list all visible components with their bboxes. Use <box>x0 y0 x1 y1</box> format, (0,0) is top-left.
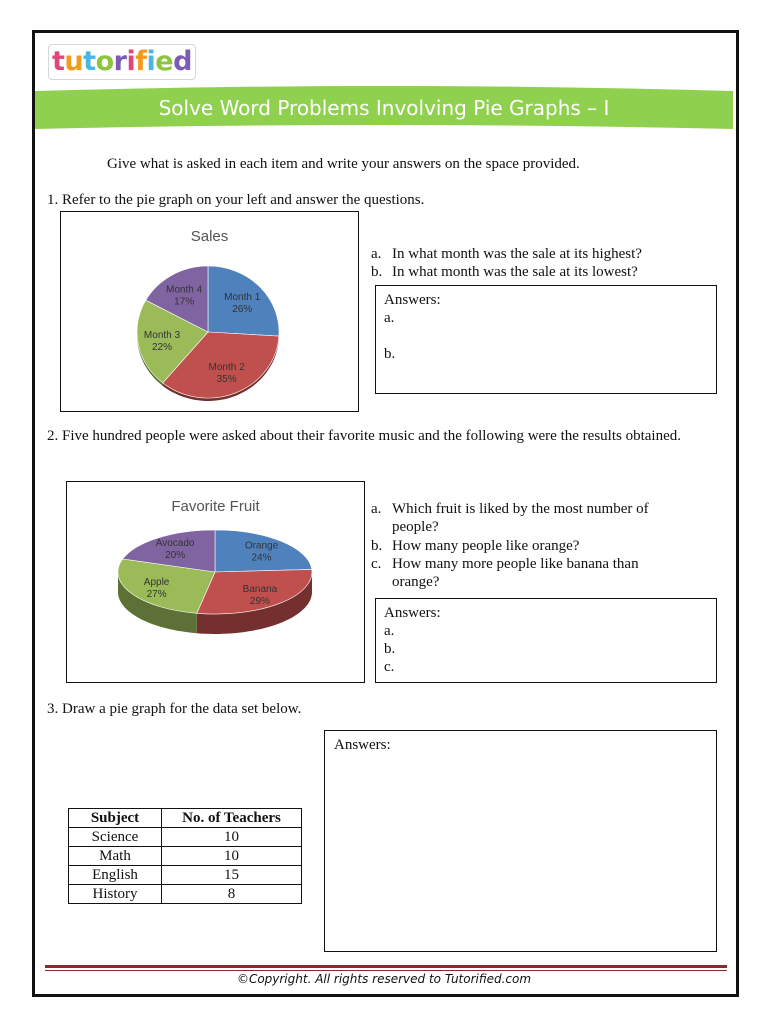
teachers-table <box>68 808 302 904</box>
table-cell-subject: English <box>69 866 162 885</box>
q1-item-a <box>371 245 701 263</box>
pie-label: Month 4 <box>166 284 203 296</box>
table-row <box>69 885 302 904</box>
sales-pie-chart <box>61 212 358 411</box>
pie-value-label: 29% <box>249 596 270 608</box>
logo-letter: i <box>126 46 136 77</box>
q2-item-b-marker: b. <box>371 538 383 554</box>
pie-label: Avocado <box>155 538 195 550</box>
table-row <box>69 866 302 885</box>
logo-letter: d <box>173 46 192 77</box>
footer-rule <box>45 965 727 968</box>
pie-label: Orange <box>244 540 279 552</box>
pie-value-label: 26% <box>232 304 253 316</box>
q1-item-a-text: In what month was the sale at its highest? <box>392 246 642 262</box>
logo-letter: o <box>95 46 114 77</box>
q3-answers-label: Answers: <box>334 737 391 753</box>
logo-letter: t <box>83 46 96 77</box>
table-header-teachers: No. of Teachers <box>162 809 302 828</box>
q2-prompt: 2. Five hundred people were asked about their favorite music and the following were the results obtained. <box>47 428 681 444</box>
q2-answers-label: Answers: <box>384 605 441 621</box>
table-cell-subject: History <box>69 885 162 904</box>
pie-value-label: 24% <box>251 552 272 564</box>
fruit-chart-title: Favorite Fruit <box>171 498 260 515</box>
table-cell-subject: Math <box>69 847 162 866</box>
table-cell-count: 15 <box>162 866 302 885</box>
fruit-pie-chart <box>67 482 364 682</box>
q2-answer-box[interactable] <box>375 598 717 683</box>
q1-answer-box[interactable] <box>375 285 717 394</box>
logo-letter: u <box>64 46 84 77</box>
logo-letter: e <box>155 46 174 77</box>
q2-item-a-marker: a. <box>371 501 382 517</box>
pie-label: Banana <box>242 584 278 596</box>
q1-prompt: 1. Refer to the pie graph on your left and answer the questions. <box>47 192 425 208</box>
q1-item-a-marker: a. <box>371 246 382 262</box>
q3-prompt: 3. Draw a pie graph for the data set below. <box>47 701 302 717</box>
q2-item-c <box>371 555 701 591</box>
q2-item-a <box>371 500 701 536</box>
q2-answer-c: c. <box>384 659 395 675</box>
instructions: Give what is asked in each item and write your answers on the space provided. <box>107 156 580 172</box>
table-header-row <box>69 809 302 828</box>
q2-item-c-text: How many more people like banana than orange? <box>392 556 639 590</box>
q1-item-b <box>371 263 701 281</box>
q2-item-b <box>371 537 701 555</box>
q1-item-b-marker: b. <box>371 264 383 280</box>
table-cell-count: 8 <box>162 885 302 904</box>
q2-answer-b: b. <box>384 641 396 657</box>
pie-label: Month 2 <box>208 362 245 373</box>
fruit-chart-box <box>66 481 365 683</box>
logo-letter: r <box>113 46 127 77</box>
logo-letter: f <box>135 46 147 77</box>
pie-value-label: 27% <box>146 589 167 600</box>
tutorified-logo <box>48 44 196 80</box>
q2-item-c-marker: c. <box>371 556 382 572</box>
footer-rule-thin <box>45 970 727 971</box>
table-header-subject: Subject <box>69 809 162 828</box>
sales-chart-title: Sales <box>190 228 229 245</box>
sales-chart-box <box>60 211 359 412</box>
q3-answer-box[interactable] <box>324 730 717 952</box>
q2-item-a-text: Which fruit is liked by the most number of people? <box>392 501 649 535</box>
pie-label: Apple <box>143 577 170 588</box>
pie-value-label: 22% <box>151 342 173 354</box>
q1-answer-b: b. <box>384 346 396 362</box>
logo-letter: t <box>52 46 65 77</box>
q1-item-b-text: In what month was the sale at its lowest? <box>392 264 638 280</box>
pie-value-label: 17% <box>174 296 195 308</box>
pie-value-label: 20% <box>165 550 186 562</box>
table-cell-count: 10 <box>162 847 302 866</box>
q2-item-b-text: How many people like orange? <box>392 538 580 554</box>
pie-value-label: 35% <box>216 374 237 385</box>
q2-answer-a: a. <box>384 623 395 639</box>
logo-letter: i <box>146 46 156 77</box>
table-row <box>69 847 302 866</box>
q1-answer-a: a. <box>384 310 395 326</box>
copyright-footer: ©Copyright. All rights reserved to Tutorified.com <box>236 972 532 986</box>
q1-answers-label: Answers: <box>384 292 441 308</box>
pie-label: Month 1 <box>224 292 261 304</box>
table-cell-subject: Science <box>69 828 162 847</box>
table-row <box>69 828 302 847</box>
table-cell-count: 10 <box>162 828 302 847</box>
worksheet-title: Solve Word Problems Involving Pie Graphs – I <box>158 96 610 120</box>
pie-label: Month 3 <box>143 330 181 342</box>
